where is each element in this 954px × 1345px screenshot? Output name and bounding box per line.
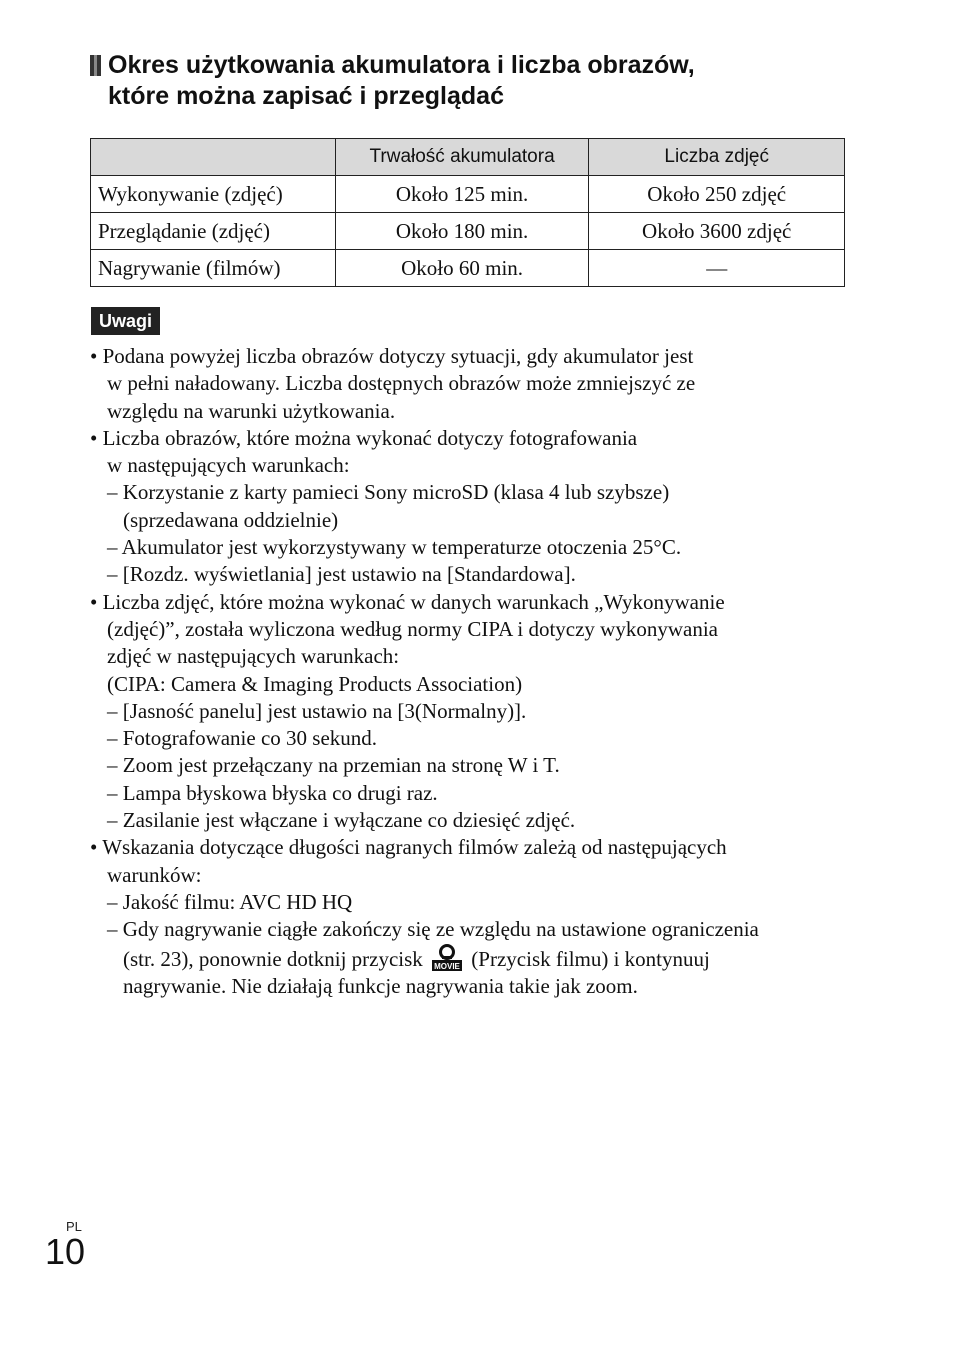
battery-table: [90, 138, 845, 287]
heading-line-2: które można zapisać i przeglądać: [108, 82, 504, 110]
table-header-battery-life: Trwałość akumulatora: [335, 139, 589, 176]
table-header-image-count: Liczba zdjęć: [589, 139, 845, 176]
note-line: • Liczba obrazów, które można wykonać dotyczy fotografowania: [90, 425, 638, 450]
note-line: zdjęć w następujących warunkach:: [107, 644, 400, 669]
note-line: • Wskazania dotyczące długości nagranych filmów zależą od następujących: [90, 835, 727, 860]
note-line: nagrywanie. Nie działają funkcje nagrywania takie jak zoom.: [123, 973, 638, 998]
table-cell: —: [589, 250, 845, 287]
heading-line-1: Okres użytkowania akumulatora i liczba obrazów,: [108, 51, 695, 79]
note-line: – Lampa błyskowa błyska co drugi raz.: [107, 780, 438, 805]
movie-button-icon: [430, 944, 464, 972]
note-line: – Korzystanie z karty pamieci Sony microSD (klasa 4 lub szybsze): [107, 480, 670, 505]
note-line: w pełni naładowany. Liczba dostępnych obrazów może zmniejszyć ze: [107, 371, 696, 396]
table-cell: Około 180 min.: [335, 213, 589, 250]
note-line: względu na warunki użytkowania.: [107, 398, 396, 423]
note-line: (CIPA: Camera & Imaging Products Association): [107, 671, 523, 696]
note-line: warunków:: [107, 862, 202, 887]
note-line: (sprzedawana oddzielnie): [123, 507, 339, 532]
page-number: 10: [45, 1231, 86, 1272]
table-row: [91, 213, 845, 250]
note-line: – [Jasność panelu] jest ustawio na [3(Normalny)].: [107, 698, 527, 723]
note-line: – Jakość filmu: AVC HD HQ: [107, 889, 353, 914]
notes-label: Uwagi: [91, 307, 160, 335]
table-cell: Około 125 min.: [335, 176, 589, 213]
note-line: (zdjęć)”, została wyliczona według normy CIPA i dotyczy wykonywania: [107, 616, 718, 641]
note-line: w następujących warunkach:: [107, 453, 350, 478]
notes-list: [90, 343, 860, 1000]
note-line: – Zoom jest przełączany na przemian na stronę W i T.: [107, 753, 560, 778]
note-line: – Zasilanie jest włączane i wyłączane co dziesięć zdjęć.: [107, 808, 576, 833]
section-heading: [90, 50, 870, 112]
note-line: – Akumulator jest wykorzystywany w temperaturze otoczenia 25°C.: [107, 535, 682, 560]
note-line: – Gdy nagrywanie ciągłe zakończy się ze względu na ustawione ograniczenia: [107, 917, 759, 942]
note-line: • Liczba zdjęć, które można wykonać w danych warunkach „Wykonywanie: [90, 589, 725, 614]
table-cell: Około 250 zdjęć: [589, 176, 845, 213]
note-line: – [Rozdz. wyświetlania] jest ustawio na [Standardowa].: [107, 562, 576, 587]
table-cell: Wykonywanie (zdjęć): [91, 176, 336, 213]
table-cell: Nagrywanie (filmów): [91, 250, 336, 287]
table-cell: Około 3600 zdjęć: [589, 213, 845, 250]
table-row: [91, 250, 845, 287]
section-marker-icon: [90, 55, 101, 76]
table-cell: Przeglądanie (zdjęć): [91, 213, 336, 250]
table-header-row: [91, 139, 845, 176]
movie-icon-text: MOVIE: [434, 961, 460, 971]
note-line: • Podana powyżej liczba obrazów dotyczy sytuacji, gdy akumulator jest: [90, 344, 694, 368]
table-row: [91, 176, 845, 213]
note-line: [90, 944, 860, 973]
table-cell: Około 60 min.: [335, 250, 589, 287]
note-text: (Przycisk filmu) i kontynuuj: [471, 946, 710, 971]
language-code: PL: [66, 1219, 82, 1234]
table-header-empty: [91, 139, 336, 176]
note-text: (str. 23), ponownie dotknij przycisk: [123, 946, 423, 971]
note-line: – Fotografowanie co 30 sekund.: [107, 726, 378, 751]
